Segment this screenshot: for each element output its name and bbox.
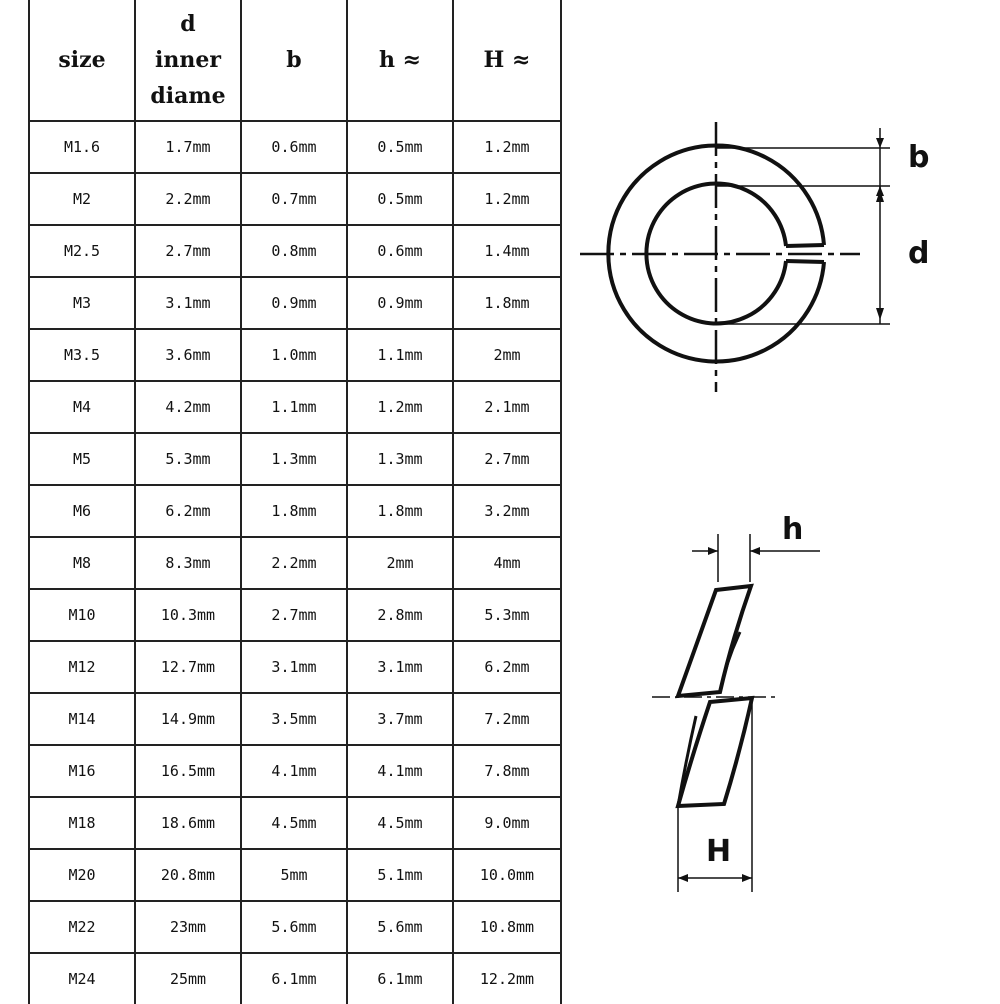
cell-size: M20	[29, 849, 135, 901]
cell-size: M4	[29, 381, 135, 433]
cell-size: M18	[29, 797, 135, 849]
cell-h: 4.1mm	[347, 745, 453, 797]
cell-b: 1.0mm	[241, 329, 347, 381]
cell-h: 1.3mm	[347, 433, 453, 485]
cell-h: 2.8mm	[347, 589, 453, 641]
cell-h: 6.1mm	[347, 953, 453, 1004]
cell-H: 6.2mm	[453, 641, 561, 693]
cell-d: 2.2mm	[135, 173, 241, 225]
table-row	[29, 797, 561, 849]
cell-H: 7.8mm	[453, 745, 561, 797]
cell-h: 1.2mm	[347, 381, 453, 433]
table-row	[29, 849, 561, 901]
label-b: b	[908, 140, 930, 175]
table-row	[29, 121, 561, 173]
cell-d: 6.2mm	[135, 485, 241, 537]
table-row	[29, 589, 561, 641]
cell-d: 20.8mm	[135, 849, 241, 901]
table-row	[29, 173, 561, 225]
table-row	[29, 901, 561, 953]
cell-H: 4mm	[453, 537, 561, 589]
cell-d: 4.2mm	[135, 381, 241, 433]
cell-h: 5.6mm	[347, 901, 453, 953]
cell-size: M3	[29, 277, 135, 329]
table-row	[29, 953, 561, 1004]
cell-H: 9.0mm	[453, 797, 561, 849]
cell-b: 1.3mm	[241, 433, 347, 485]
cell-H: 2.1mm	[453, 381, 561, 433]
split-edge	[786, 245, 824, 246]
table-row	[29, 641, 561, 693]
cell-d: 3.6mm	[135, 329, 241, 381]
cell-b: 2.2mm	[241, 537, 347, 589]
table-row	[29, 693, 561, 745]
cell-H: 1.8mm	[453, 277, 561, 329]
cell-size: M24	[29, 953, 135, 1004]
cell-d: 1.7mm	[135, 121, 241, 173]
cell-b: 1.8mm	[241, 485, 347, 537]
table-row	[29, 277, 561, 329]
cell-H: 12.2mm	[453, 953, 561, 1004]
cell-b: 0.6mm	[241, 121, 347, 173]
cell-size: M3.5	[29, 329, 135, 381]
cell-h: 3.7mm	[347, 693, 453, 745]
cell-h: 0.5mm	[347, 173, 453, 225]
table-row	[29, 225, 561, 277]
split-edge	[786, 261, 824, 262]
cell-size: M10	[29, 589, 135, 641]
cell-d: 10.3mm	[135, 589, 241, 641]
cell-h: 4.5mm	[347, 797, 453, 849]
cell-b: 2.7mm	[241, 589, 347, 641]
table-body	[29, 121, 561, 1004]
cell-b: 3.5mm	[241, 693, 347, 745]
label-h: h	[782, 512, 804, 547]
cell-h: 0.9mm	[347, 277, 453, 329]
cell-size: M22	[29, 901, 135, 953]
cell-H: 1.4mm	[453, 225, 561, 277]
cell-H: 3.2mm	[453, 485, 561, 537]
cell-H: 10.8mm	[453, 901, 561, 953]
cell-b: 0.7mm	[241, 173, 347, 225]
cell-size: M2	[29, 173, 135, 225]
cell-size: M5	[29, 433, 135, 485]
cell-size: M12	[29, 641, 135, 693]
cell-H: 2mm	[453, 329, 561, 381]
header-d-line: diame	[150, 83, 226, 109]
header-H: H ≈	[453, 0, 561, 121]
cell-h: 1.8mm	[347, 485, 453, 537]
cell-H: 7.2mm	[453, 693, 561, 745]
table-row	[29, 433, 561, 485]
cell-d: 12.7mm	[135, 641, 241, 693]
cell-d: 3.1mm	[135, 277, 241, 329]
cell-b: 4.5mm	[241, 797, 347, 849]
cell-h: 1.1mm	[347, 329, 453, 381]
cell-H: 1.2mm	[453, 121, 561, 173]
cell-d: 16.5mm	[135, 745, 241, 797]
washer-spec-table	[28, 0, 562, 1004]
header-d-line: inner	[155, 47, 221, 73]
cell-b: 3.1mm	[241, 641, 347, 693]
washer-side-view-diagram	[640, 520, 840, 900]
cell-h: 3.1mm	[347, 641, 453, 693]
header-d-inner-diameter	[135, 0, 241, 121]
cell-size: M1.6	[29, 121, 135, 173]
cell-b: 1.1mm	[241, 381, 347, 433]
cell-size: M8	[29, 537, 135, 589]
cell-size: M14	[29, 693, 135, 745]
label-d: d	[908, 236, 930, 271]
cell-d: 14.9mm	[135, 693, 241, 745]
cell-h: 0.5mm	[347, 121, 453, 173]
label-H: H	[706, 834, 732, 869]
cell-size: M2.5	[29, 225, 135, 277]
cell-h: 5.1mm	[347, 849, 453, 901]
cell-b: 0.8mm	[241, 225, 347, 277]
cell-H: 2.7mm	[453, 433, 561, 485]
cell-d: 18.6mm	[135, 797, 241, 849]
header-d-line: d	[180, 11, 196, 37]
cell-size: M6	[29, 485, 135, 537]
table-row	[29, 329, 561, 381]
header-size: size	[29, 0, 135, 121]
cell-d: 2.7mm	[135, 225, 241, 277]
cell-d: 5.3mm	[135, 433, 241, 485]
cell-H: 5.3mm	[453, 589, 561, 641]
cell-H: 10.0mm	[453, 849, 561, 901]
header-b: b	[241, 0, 347, 121]
cell-b: 0.9mm	[241, 277, 347, 329]
table-row	[29, 485, 561, 537]
washer-upper-section	[678, 586, 751, 696]
header-h: h ≈	[347, 0, 453, 121]
cell-d: 8.3mm	[135, 537, 241, 589]
cell-d: 25mm	[135, 953, 241, 1004]
cell-b: 5.6mm	[241, 901, 347, 953]
table-row	[29, 745, 561, 797]
cell-b: 4.1mm	[241, 745, 347, 797]
cell-H: 1.2mm	[453, 173, 561, 225]
cell-size: M16	[29, 745, 135, 797]
cell-b: 5mm	[241, 849, 347, 901]
table-row	[29, 381, 561, 433]
cell-d: 23mm	[135, 901, 241, 953]
cell-b: 6.1mm	[241, 953, 347, 1004]
table-row	[29, 537, 561, 589]
cell-h: 0.6mm	[347, 225, 453, 277]
cell-h: 2mm	[347, 537, 453, 589]
table-header-row	[29, 0, 561, 121]
